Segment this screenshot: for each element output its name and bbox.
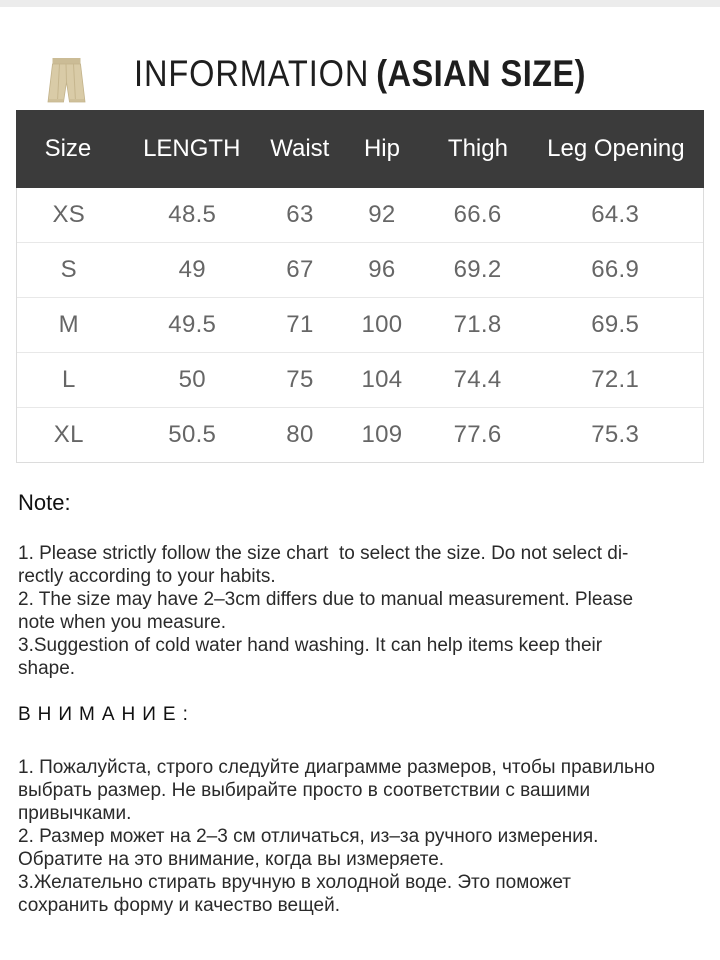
note-en-line: shape.: [18, 658, 76, 679]
column-header-size: Size: [44, 135, 92, 162]
cell-size: S: [60, 256, 77, 283]
cell-length: 48.5: [168, 201, 217, 228]
note-en-line: rectly according to your habits.: [18, 566, 276, 587]
cell-waist: 75: [286, 366, 314, 393]
size-chart-table: [16, 110, 704, 463]
attention-heading: ВНИМАНИЕ:: [18, 704, 195, 725]
cell-waist: 63: [286, 201, 314, 228]
notes-section: [18, 490, 708, 917]
cell-length: 50: [178, 366, 206, 393]
column-header-waist: Waist: [270, 135, 330, 162]
size-chart-header-row: [16, 110, 704, 188]
cell-hip: 100: [361, 311, 403, 338]
cell-waist: 67: [286, 256, 314, 283]
note-ru-line: сохранить форму и качество вещей.: [18, 895, 340, 916]
page-title-bold: (ASIAN SIZE): [376, 52, 586, 94]
cell-waist: 71: [286, 311, 314, 338]
page-title: [43, 53, 677, 95]
table-row-s: [17, 243, 703, 298]
note-ru-line: привычками.: [18, 803, 132, 824]
note-en-line: note when you measure.: [18, 612, 227, 633]
cell-leg-opening: 69.5: [591, 311, 640, 338]
note-en-line: 3.Suggestion of cold water hand washing. It can help items keep their: [18, 635, 603, 656]
note-en-line: 2. The size may have 2–3cm differs due to manual measurement. Please: [18, 589, 634, 610]
cell-size: XL: [53, 421, 84, 448]
column-header-leg-opening: Leg Opening: [547, 135, 685, 162]
note-ru-line: Обратите на это внимание, когда вы измеряете.: [18, 849, 445, 870]
cell-hip: 109: [361, 421, 403, 448]
note-ru-line: 3.Желательно стирать вручную в холодной воде. Это поможет: [18, 872, 572, 893]
cell-hip: 96: [368, 256, 396, 283]
cell-hip: 104: [361, 366, 403, 393]
table-row-m: [17, 298, 703, 353]
cell-thigh: 77.6: [453, 421, 502, 448]
cell-leg-opening: 75.3: [591, 421, 640, 448]
page-title-regular: INFORMATION: [134, 52, 370, 94]
cell-leg-opening: 66.9: [591, 256, 640, 283]
column-header-thigh: Thigh: [447, 135, 508, 162]
note-ru-line: 1. Пожалуйста, строго следуйте диаграмме размеров, чтобы правильно: [18, 757, 655, 778]
note-en-line: 1. Please strictly follow the size chart to select the size. Do not select di-: [18, 543, 629, 564]
cell-thigh: 66.6: [453, 201, 502, 228]
table-row-xs: [17, 188, 703, 243]
note-ru-line: выбрать размер. Не выбирайте просто в соответствии с вашими: [18, 780, 591, 801]
note-heading: Note:: [18, 490, 71, 515]
cell-size: L: [61, 366, 76, 393]
top-divider-strip: [0, 0, 720, 7]
cell-size: M: [58, 311, 79, 338]
cell-hip: 92: [368, 201, 396, 228]
column-header-hip: Hip: [363, 135, 400, 162]
cell-length: 50.5: [168, 421, 217, 448]
column-header-length: LENGTH: [143, 135, 241, 162]
cell-thigh: 71.8: [453, 311, 502, 338]
note-ru-line: 2. Размер может на 2–3 см отличаться, из–за ручного измерения.: [18, 826, 599, 847]
cell-waist: 80: [286, 421, 314, 448]
cell-leg-opening: 72.1: [591, 366, 640, 393]
cell-size: XS: [52, 201, 86, 228]
size-chart-body: [16, 188, 704, 463]
cell-leg-opening: 64.3: [591, 201, 640, 228]
cell-thigh: 69.2: [453, 256, 502, 283]
cell-length: 49.5: [168, 311, 217, 338]
cell-thigh: 74.4: [453, 366, 502, 393]
cell-length: 49: [178, 256, 206, 283]
table-row-l: [17, 353, 703, 408]
table-row-xl: [17, 408, 703, 462]
